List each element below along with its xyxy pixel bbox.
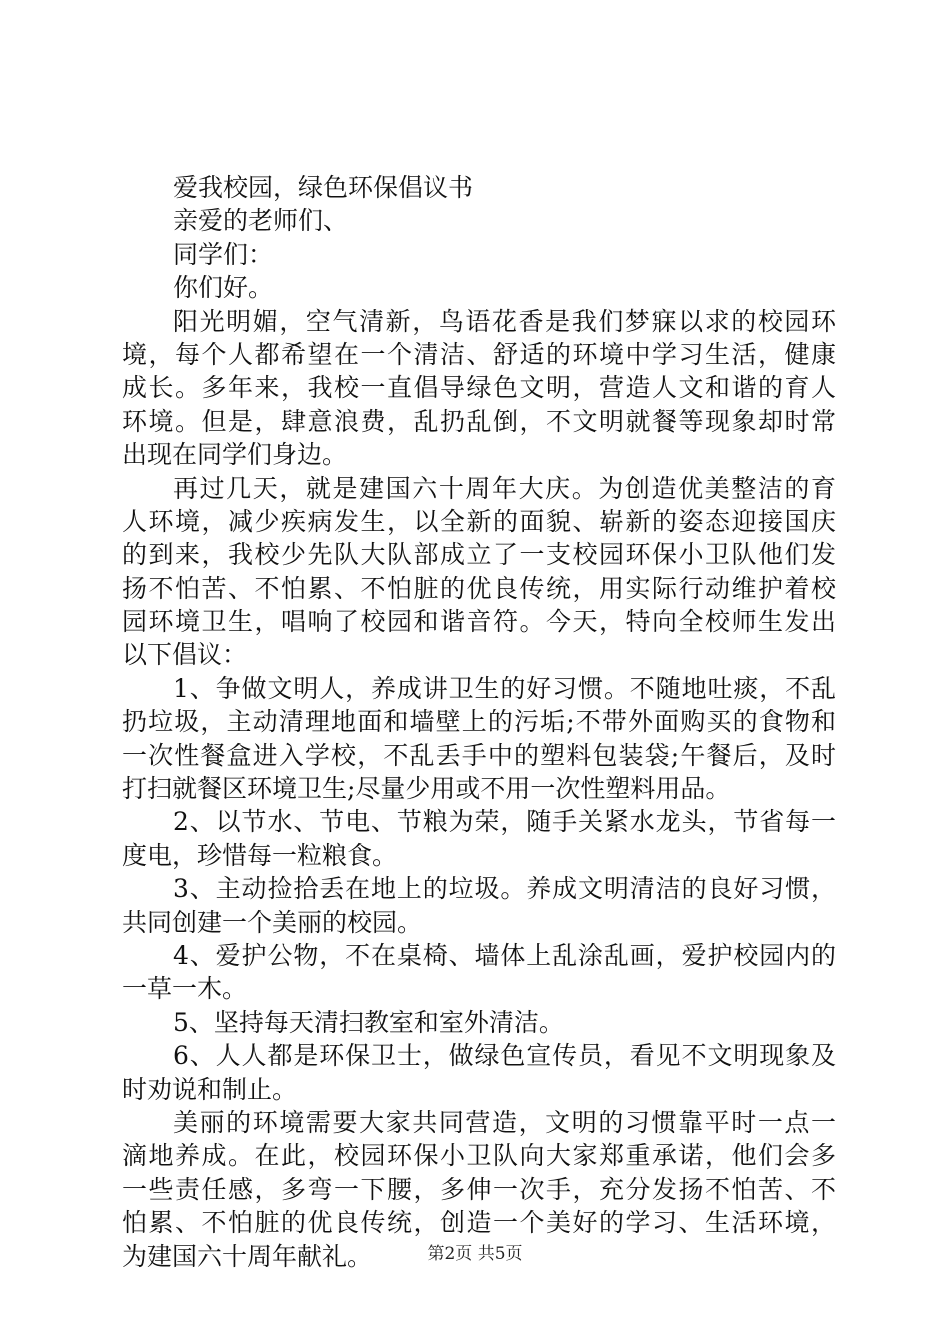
text-line: 园环境卫生，唱响了校园和谐音符。今天，特向全校师生发出 bbox=[122, 607, 836, 637]
text-line: 4、爱护公物，不在桌椅、墙体上乱涂乱画，爱护校园内的 bbox=[173, 940, 836, 970]
text-line: 一些责任感，多弯一下腰，多伸一次手，充分发扬不怕苦、不 bbox=[122, 1174, 836, 1204]
paragraph-background bbox=[122, 472, 836, 672]
text-line: 的到来，我校少先队大队部成立了一支校园环保小卫队他们发 bbox=[122, 540, 836, 570]
text-line: 滴地养成。在此，校园环保小卫队向大家郑重承诺，他们会多 bbox=[122, 1141, 836, 1171]
document-title: 爱我校园，绿色环保倡议书 bbox=[173, 173, 474, 202]
text-line: 3、主动捡拾丢在地上的垃圾。养成文明清洁的良好习惯， bbox=[173, 874, 836, 904]
text-line: 境，每个人都希望在一个清洁、舒适的环境中学习生活，健康 bbox=[122, 339, 836, 369]
paragraph-intro bbox=[122, 305, 836, 472]
document-body bbox=[122, 171, 836, 1273]
proposal-item-2 bbox=[122, 805, 836, 872]
text-line: 成长。多年来，我校一直倡导绿色文明，营造人文和谐的育人 bbox=[122, 373, 836, 403]
proposal-item-4 bbox=[122, 939, 836, 1006]
greeting-line: 你们好。 bbox=[173, 273, 274, 303]
text-line: 一草一木。 bbox=[122, 974, 248, 1004]
text-line: 人环境，减少疾病发生，以全新的面貌、崭新的姿态迎接国庆 bbox=[122, 506, 836, 536]
text-line: 扬不怕苦、不怕累、不怕脏的优良传统，用实际行动维护着校 bbox=[122, 573, 836, 603]
text-line: 共同创建一个美丽的校园。 bbox=[122, 907, 423, 937]
text-line: 环境。但是，肆意浪费，乱扔乱倒，不文明就餐等现象却时常 bbox=[122, 406, 836, 436]
text-line: 打扫就餐区环境卫生;尽量少用或不用一次性塑料用品。 bbox=[122, 774, 731, 804]
text-line: 怕累、不怕脏的优良传统，创造一个美好的学习、生活环境， bbox=[122, 1208, 836, 1238]
proposal-item-3 bbox=[122, 872, 836, 939]
salutation-line: 亲爱的老师们、 bbox=[173, 206, 349, 236]
text-line: 阳光明媚，空气清新，鸟语花香是我们梦寐以求的校园环 bbox=[173, 306, 836, 336]
text-line: 6、人人都是环保卫士，做绿色宣传员，看见不文明现象及 bbox=[173, 1041, 836, 1071]
text-line: 5、坚持每天清扫教室和室外清洁。 bbox=[173, 1007, 564, 1037]
page-number-footer: 第2页 共5页 bbox=[427, 1244, 523, 1264]
proposal-item-6 bbox=[122, 1039, 836, 1106]
text-line: 以下倡议： bbox=[122, 640, 248, 670]
text-line: 美丽的环境需要大家共同营造，文明的习惯靠平时一点一 bbox=[173, 1107, 836, 1137]
text-line: 时劝说和制止。 bbox=[122, 1074, 298, 1104]
proposal-item-1 bbox=[122, 672, 836, 806]
text-line: 一次性餐盒进入学校，不乱丢手中的塑料包装袋;午餐后，及时 bbox=[122, 740, 836, 770]
text-line: 扔垃圾，主动清理地面和墙壁上的污垢;不带外面购买的食物和 bbox=[122, 707, 836, 737]
text-line: 2、以节水、节电、节粮为荣，随手关紧水龙头，节省每一 bbox=[173, 807, 836, 837]
text-line: 出现在同学们身边。 bbox=[122, 440, 348, 470]
text-line: 度电，珍惜每一粒粮食。 bbox=[122, 840, 398, 870]
text-line: 1、争做文明人，养成讲卫生的好习惯。不随地吐痰，不乱 bbox=[173, 673, 836, 703]
salutation-line: 同学们： bbox=[173, 239, 274, 269]
text-line: 为建国六十周年献礼。 bbox=[122, 1241, 373, 1271]
proposal-item-5 bbox=[122, 1006, 836, 1039]
text-line: 再过几天，就是建国六十周年大庆。为创造优美整洁的育 bbox=[173, 473, 836, 503]
